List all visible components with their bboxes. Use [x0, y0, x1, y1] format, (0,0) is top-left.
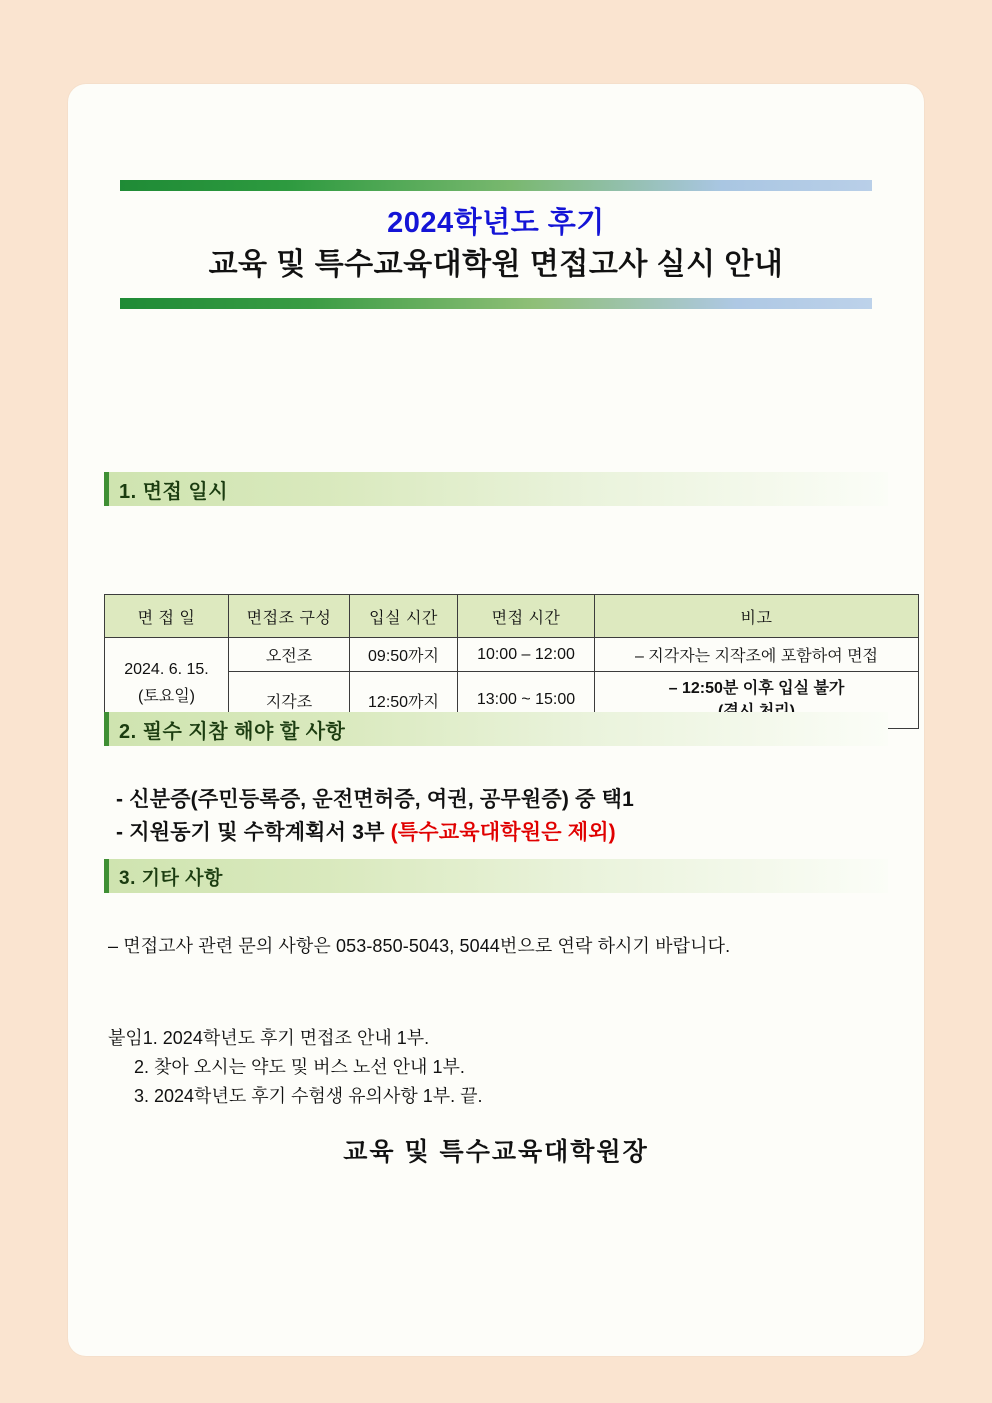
section-2-label: 2. 필수 지참 해야 할 사항	[119, 720, 346, 743]
required-items-list	[116, 784, 916, 849]
col-header-date: 면 접 일	[105, 595, 229, 638]
list-item-exception: (특수교육대학원은 제외)	[390, 820, 616, 844]
cell-group-morning: 오전조	[229, 638, 350, 672]
title-text-wrap	[120, 191, 872, 298]
list-item: - 신분증(주민등록증, 운전면허증, 여권, 공무원증) 중 택1	[116, 788, 634, 811]
title-top-rule	[120, 180, 872, 191]
list-item	[116, 817, 916, 850]
document-title-block	[120, 180, 872, 309]
attachment-line-1: 붙임1. 2024학년도 후기 면접조 안내 1부.	[108, 1028, 430, 1048]
attachment-line-3: 3. 2024학년도 후기 수험생 유의사항 1부. 끝.	[134, 1086, 483, 1107]
list-item-main: - 지원동기 및 수학계획서 3부	[116, 820, 391, 844]
table-header-row	[105, 595, 919, 638]
section-2	[104, 712, 888, 746]
section-1-label: 1. 면접 일시	[119, 480, 229, 503]
table-row	[105, 638, 919, 672]
cell-entry-time-late: 12:50까지	[350, 672, 458, 729]
title-bottom-rule	[120, 298, 872, 309]
cell-interview-time-morning: 10:00 – 12:00	[458, 638, 595, 672]
attachment-list	[108, 1024, 908, 1111]
cell-entry-time-morning: 09:50까지	[350, 638, 458, 672]
section-1-header	[104, 472, 888, 506]
col-header-interview-time: 면접 시간	[458, 595, 595, 638]
contact-note: – 면접고사 관련 문의 사항은 053-850-5043, 5044번으로 연락 하시기 바랍니다.	[108, 936, 731, 956]
cell-group-late: 지각조	[229, 672, 350, 729]
section-3-label: 3. 기타 사항	[119, 867, 223, 889]
cell-note-morning: – 지각자는 지작조에 포함하여 면접	[595, 638, 919, 672]
col-header-note: 비고	[595, 595, 919, 638]
section-3-header	[104, 859, 888, 893]
cell-date-line1: 2024. 6. 15.	[124, 661, 209, 678]
cell-note-late-line1: – 12:50분 이후 입실 불가	[668, 680, 845, 697]
document-page	[68, 84, 924, 1356]
cell-date-line2: (토요일)	[137, 688, 196, 706]
attachment-line-2: 2. 찾아 오시는 약도 및 버스 노선 안내 1부.	[134, 1057, 465, 1078]
signature-line: 교육 및 특수교육대학원장	[343, 1138, 649, 1166]
title-line-2: 교육 및 특수교육대학원 면접고사 실시 안내	[208, 248, 784, 282]
section-3	[104, 859, 888, 893]
col-header-group: 면접조 구성	[229, 595, 350, 638]
section-1	[104, 472, 888, 506]
cell-interview-time-late: 13:00 ~ 15:00	[458, 672, 595, 729]
interview-schedule-table	[104, 594, 919, 729]
section-2-header	[104, 712, 888, 746]
col-header-entry-time: 입실 시간	[350, 595, 458, 638]
title-line-1: 2024학년도 후기	[387, 207, 605, 239]
